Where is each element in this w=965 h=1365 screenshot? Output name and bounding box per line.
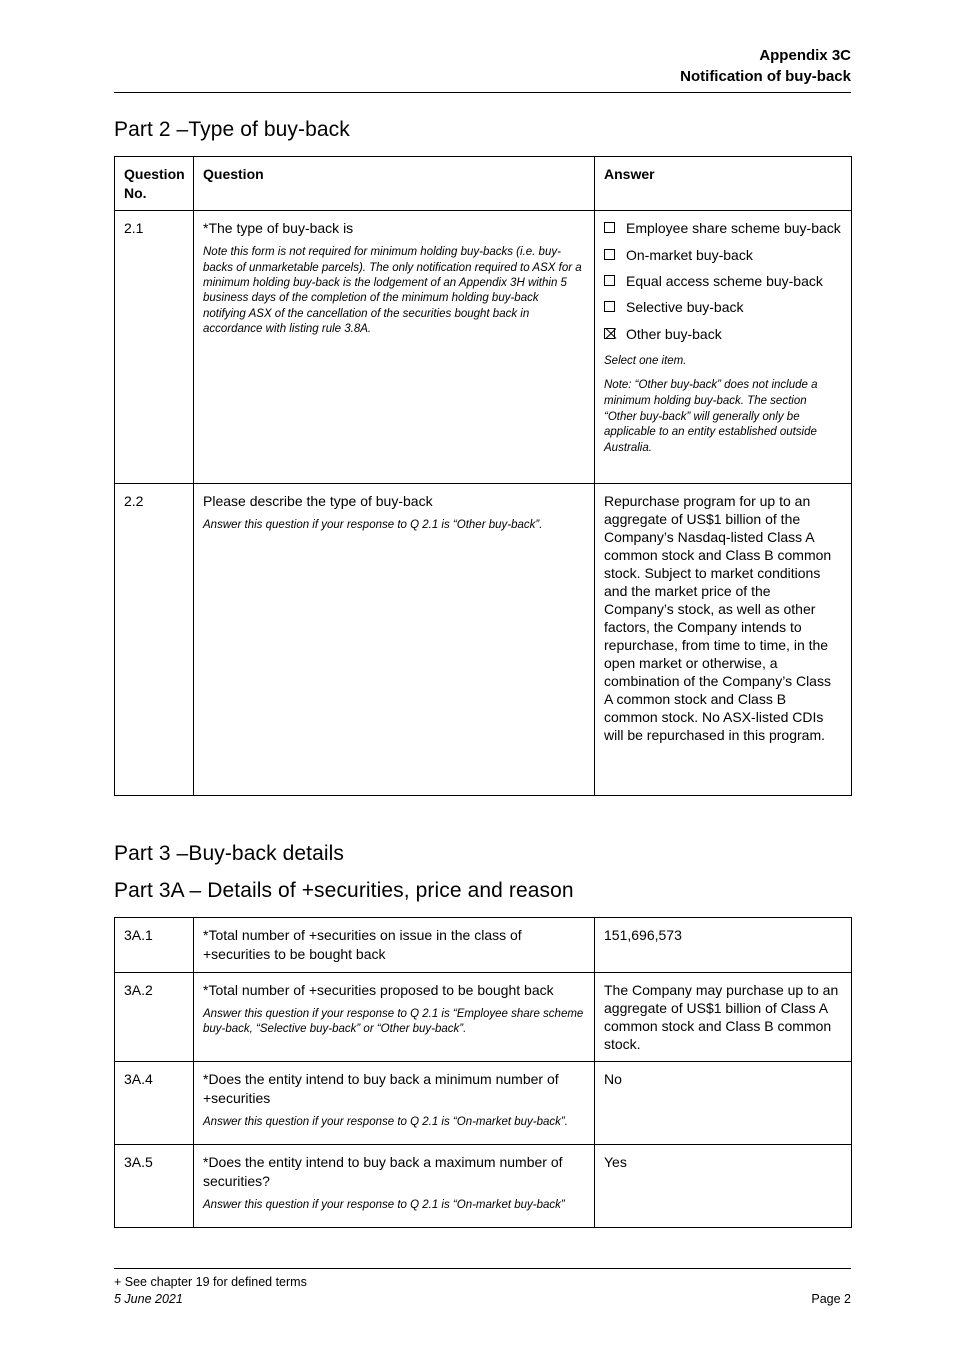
answer-text-3a-1: 151,696,573: [604, 927, 682, 944]
option-label: Other buy-back: [626, 325, 722, 342]
table-row-2-1: [115, 211, 852, 484]
question-text-3a-1: *Total number of +securities on issue in the class of +securities to be bought back: [203, 927, 522, 963]
table-row-3a-1: [115, 918, 852, 973]
header-question-no: Question No.: [115, 157, 194, 211]
question-note-2-1: Note this form is not required for minimum holding buy-backs (i.e. buy-backs of unmarketable parcels). The only notification required to ASX for a minimum holding buy-back is the lodgement of an Appendix 3H within 5 business days of the completion of the minimum holding buy-back notifying ASX of the cancellation of the securities bought back in accordance with listing rule 3.8A.: [203, 246, 582, 336]
question-text-3a-2: *Total number of +securities proposed to be bought back: [203, 982, 554, 999]
answer-cell-3a-5: [595, 1145, 852, 1228]
question-no-2-1: 2.1: [115, 211, 194, 484]
question-no-3a-5: 3A.5: [115, 1145, 194, 1228]
footer-defined-terms: + See chapter 19 for defined terms: [114, 1275, 307, 1289]
answer-cell-3a-2: [595, 973, 852, 1062]
question-text-2-1: *The type of buy-back is: [203, 220, 354, 237]
question-no-3a-4: 3A.4: [115, 1062, 194, 1145]
question-cell-3a-5: [194, 1145, 595, 1228]
question-text-3a-4: *Does the entity intend to buy back a minimum number of +securities: [203, 1071, 559, 1106]
checkbox-unchecked-icon: [604, 222, 615, 233]
select-one-item-hint: Select one item.: [604, 354, 687, 367]
question-no-3a-1: 3A.1: [115, 918, 194, 973]
option-selective-buy-back: [604, 298, 841, 317]
part2-heading: Part 2 –Type of buy-back: [114, 118, 350, 142]
option-label: Employee share scheme buy-back: [626, 220, 841, 237]
answer-cell-3a-1: [595, 918, 852, 973]
question-text-2-2: Please describe the type of buy-back: [203, 493, 433, 510]
question-note-2-2: Answer this question if your response to Q 2.1 is “Other buy-back”.: [203, 519, 543, 532]
checkbox-unchecked-icon: [604, 275, 615, 286]
question-note-3a-2: Answer this question if your response to Q 2.1 is “Employee share scheme buy-back, “Selective buy-back” or “Other buy-back”.: [203, 1007, 584, 1036]
option-equal-access-scheme-buy-back: [604, 272, 841, 291]
answer-text-3a-4: No: [604, 1071, 622, 1088]
question-no-3a-2: 3A.2: [115, 973, 194, 1062]
table-row-3a-4: [115, 1062, 852, 1145]
answer-cell-2-2: [595, 484, 852, 796]
part3a-table: [114, 917, 852, 1228]
option-employee-share-scheme-buy-back: [604, 219, 841, 238]
answer-cell-3a-4: [595, 1062, 852, 1145]
question-no-2-2: 2.2: [115, 484, 194, 796]
option-label: On-market buy-back: [626, 246, 753, 263]
answer-text-3a-5: Yes: [604, 1154, 627, 1171]
footer-date: 5 June 2021: [114, 1292, 183, 1307]
appendix-title: Appendix 3C: [759, 47, 851, 64]
question-note-3a-5: Answer this question if your response to Q 2.1 is “On-market buy-back”: [203, 1198, 565, 1211]
part3a-heading: Part 3A – Details of +securities, price and reason: [114, 879, 574, 903]
header-question: Question: [194, 157, 595, 211]
part2-table: [114, 156, 852, 796]
checkbox-checked-icon: [604, 328, 615, 339]
option-label: Equal access scheme buy-back: [626, 272, 823, 289]
part3-heading: Part 3 –Buy-back details: [114, 842, 345, 866]
checkbox-unchecked-icon: [604, 249, 615, 260]
document-footer: [114, 1268, 851, 1309]
option-label: Selective buy-back: [626, 299, 744, 316]
table-row-3a-5: [115, 1145, 852, 1228]
form-title: Notification of buy-back: [680, 67, 851, 85]
part2-table-header-row: [115, 157, 852, 211]
answer-text-3a-2: The Company may purchase up to an aggregate of US$1 billion of Class A common stock and Class B common stock.: [604, 982, 839, 1053]
option-on-market-buy-back: [604, 246, 841, 265]
question-cell-3a-1: [194, 918, 595, 973]
document-header: [114, 0, 851, 93]
footer-page-number: Page 2: [811, 1292, 851, 1307]
answer-cell-2-1: [595, 211, 852, 484]
answer-note-2-1: Note: “Other buy-back” does not include a minimum holding buy-back. The section “Other buy-back” will generally only be applicable to an entity established outside Australia.: [604, 379, 818, 454]
page-content: [114, 0, 851, 1228]
table-row-2-2: [115, 484, 852, 796]
question-cell-2-2: [194, 484, 595, 796]
question-cell-3a-4: [194, 1062, 595, 1145]
header-answer: Answer: [595, 157, 852, 211]
answer-text-2-2: Repurchase program for up to an aggregate of US$1 billion of the Company’s Nasdaq-listed Class A common stock and Class B common stock. Subject to market conditions and the market price of the Company’s stock, as well as other factors, the Company intends to repurchase, from time to time, in the open market or otherwise, a combination of the Company’s Class A common stock and Class B common stock. No ASX-listed CDIs will be repurchased in this program.: [604, 493, 832, 744]
question-cell-2-1: [194, 211, 595, 484]
option-other-buy-back: [604, 325, 841, 344]
checkbox-unchecked-icon: [604, 301, 615, 312]
table-row-3a-2: [115, 973, 852, 1062]
question-cell-3a-2: [194, 973, 595, 1062]
question-note-3a-4: Answer this question if your response to Q 2.1 is “On-market buy-back”.: [203, 1115, 568, 1128]
question-text-3a-5: *Does the entity intend to buy back a maximum number of securities?: [203, 1154, 563, 1189]
